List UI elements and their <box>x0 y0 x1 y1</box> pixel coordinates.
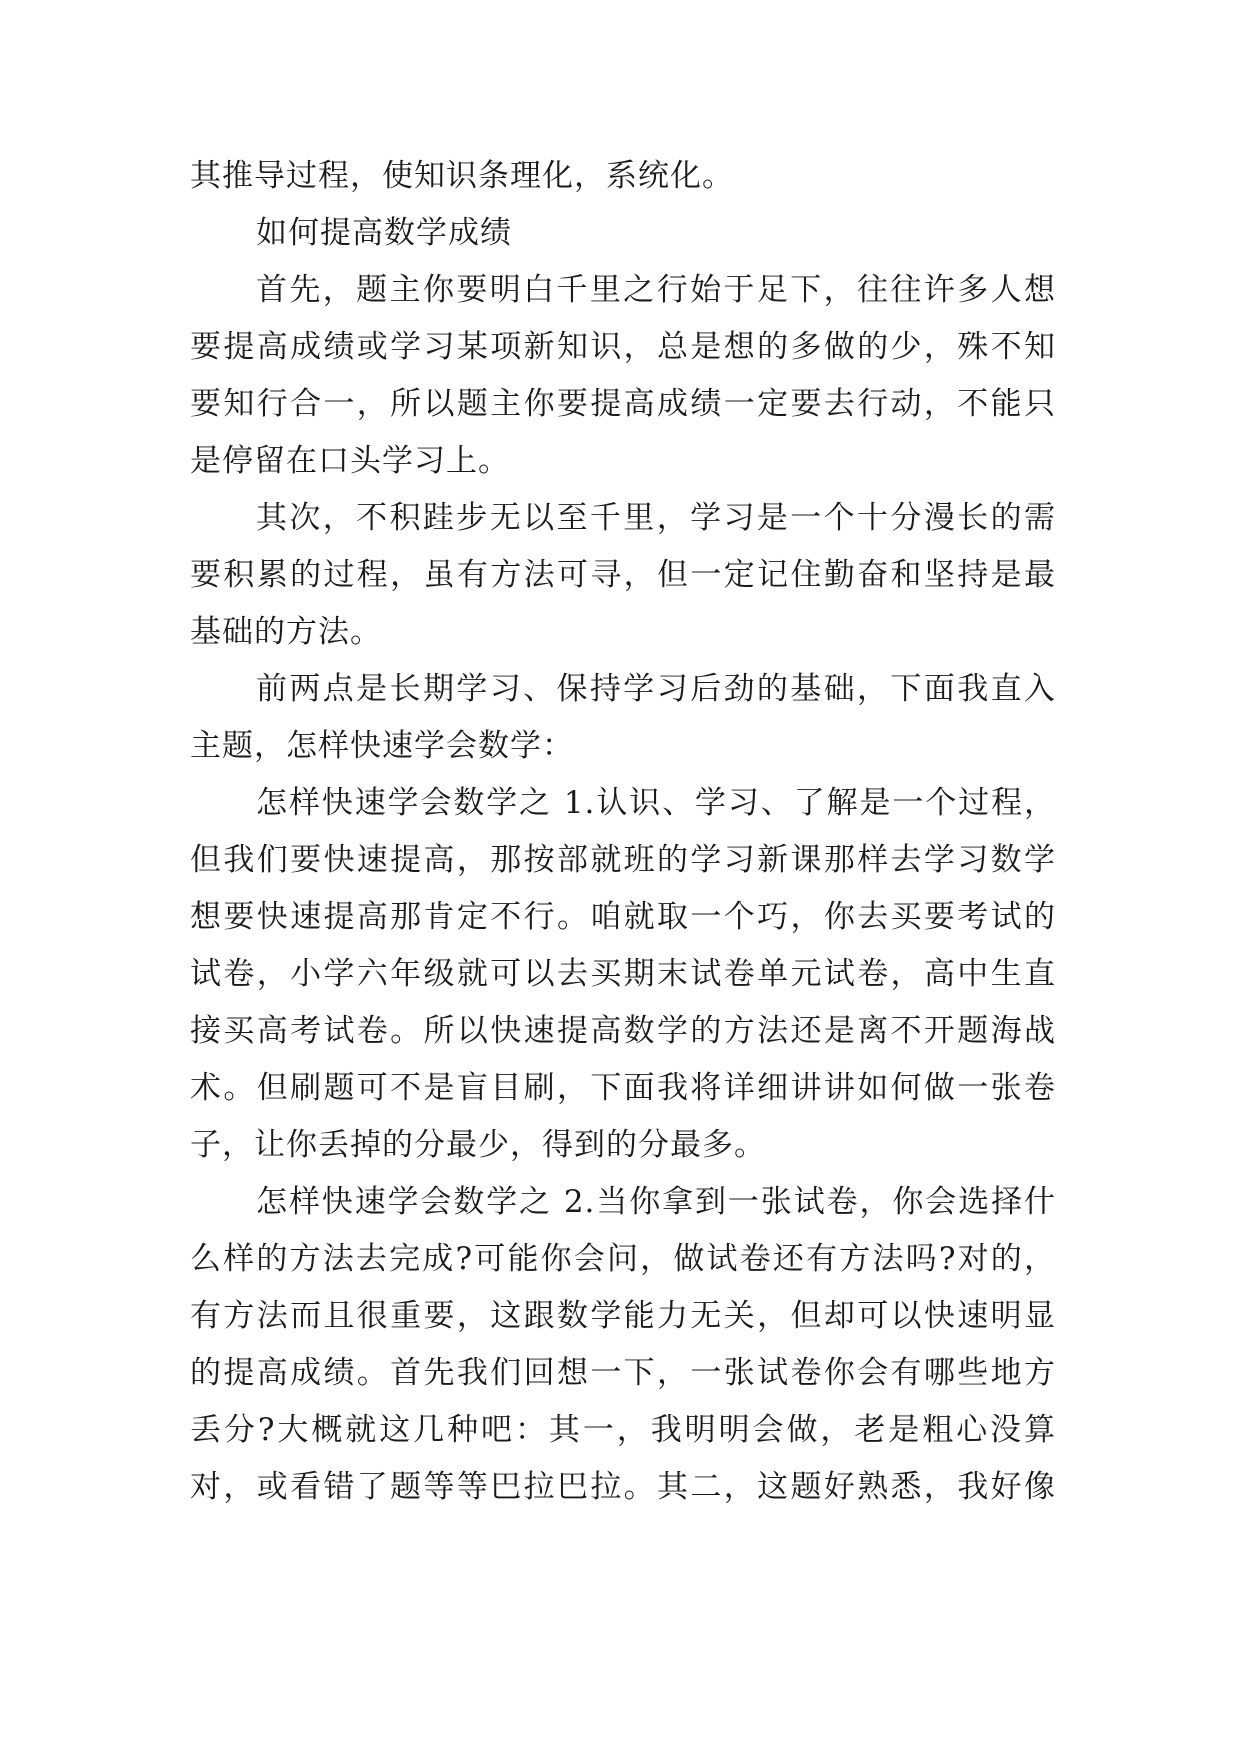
paragraph-line: 首先，题主你要明白千里之行始于足下，往往许多人想 <box>256 272 1056 308</box>
document-page <box>190 148 1056 1516</box>
paragraph-line: 其次，不积跬步无以至千里，学习是一个十分漫长的需 <box>256 500 1056 536</box>
section-heading: 如何提高数学成绩 <box>256 215 512 251</box>
paragraph-line: 术。但刷题可不是盲目刷，下面我将详细讲讲如何做一张卷 <box>190 1070 1056 1106</box>
paragraph-line: 对，或看错了题等等巴拉巴拉。其二，这题好熟悉，我好像 <box>190 1469 1056 1505</box>
paragraph-line: 是停留在口头学习上。 <box>190 443 510 479</box>
paragraph-line: 要知行合一，所以题主你要提高成绩一定要去行动，不能只 <box>190 386 1056 422</box>
paragraph-line: 有方法而且很重要，这跟数学能力无关，但却可以快速明显 <box>190 1298 1056 1334</box>
paragraph-line: 接买高考试卷。所以快速提高数学的方法还是离不开题海战 <box>190 1013 1056 1049</box>
paragraph-line: 么样的方法去完成?可能你会问，做试卷还有方法吗?对的， <box>190 1241 1056 1277</box>
paragraph-line: 子，让你丢掉的分最少，得到的分最多。 <box>190 1127 766 1163</box>
paragraph-line: 要积累的过程，虽有方法可寻，但一定记住勤奋和坚持是最 <box>190 557 1056 593</box>
paragraph-line: 丢分?大概就这几种吧：其一，我明明会做，老是粗心没算 <box>190 1412 1056 1448</box>
paragraph-line: 试卷，小学六年级就可以去买期末试卷单元试卷，高中生直 <box>190 956 1056 992</box>
paragraph-line: 的提高成绩。首先我们回想一下，一张试卷你会有哪些地方 <box>190 1355 1056 1391</box>
paragraph-line: 怎样快速学会数学之 2.当你拿到一张试卷，你会选择什 <box>256 1184 1056 1220</box>
paragraph-line: 怎样快速学会数学之 1.认识、学习、了解是一个过程， <box>256 785 1056 821</box>
paragraph-line: 基础的方法。 <box>190 614 382 650</box>
paragraph-line: 但我们要快速提高，那按部就班的学习新课那样去学习数学 <box>190 842 1056 878</box>
paragraph-line: 想要快速提高那肯定不行。咱就取一个巧，你去买要考试的 <box>190 899 1056 935</box>
paragraph-line: 其推导过程，使知识条理化，系统化。 <box>190 158 734 194</box>
paragraph-line: 主题，怎样快速学会数学： <box>190 728 574 764</box>
paragraph-line: 要提高成绩或学习某项新知识，总是想的多做的少，殊不知 <box>190 329 1056 365</box>
paragraph-line: 前两点是长期学习、保持学习后劲的基础，下面我直入 <box>256 671 1056 707</box>
